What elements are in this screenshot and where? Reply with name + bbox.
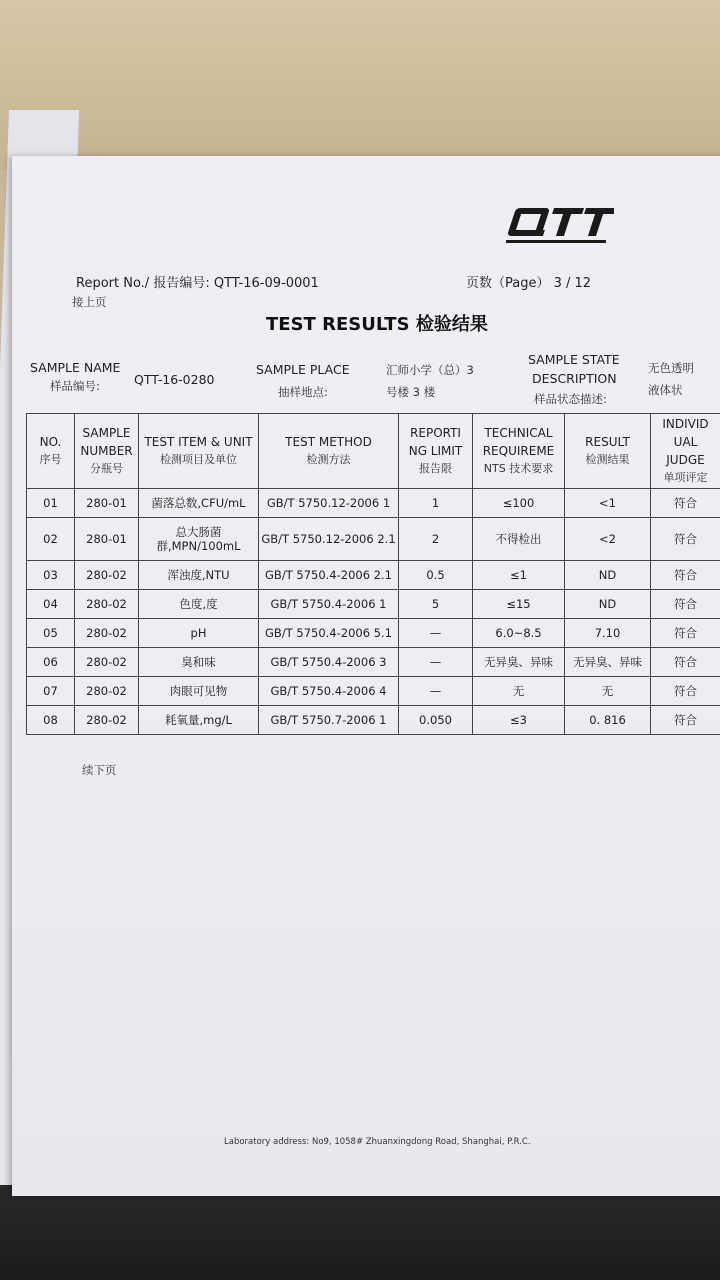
cell-judge: 符合 bbox=[651, 489, 720, 518]
page-title: TEST RESULTS 检验结果 bbox=[266, 314, 488, 335]
col-header-sample-number: SAMPLE NUMBER 分瓶号 bbox=[75, 414, 139, 489]
report-page bbox=[12, 156, 720, 1196]
cell-result: 7.10 bbox=[565, 619, 651, 648]
cell-test-method: GB/T 5750.4-2006 2.1 bbox=[259, 561, 399, 590]
table-row bbox=[27, 590, 720, 619]
col-header-result: RESULT 检测结果 bbox=[565, 414, 651, 489]
cell-sample-number: 280-02 bbox=[75, 677, 139, 706]
desk-background bbox=[0, 0, 720, 170]
sample-name-label: SAMPLE NAME bbox=[30, 360, 121, 375]
cell-reporting-limit: 2 bbox=[399, 518, 473, 561]
sample-state-value-2: 液体状 bbox=[648, 383, 683, 397]
sample-place-value-1: 汇师小学（总）3 bbox=[386, 363, 474, 377]
table-header-row bbox=[27, 414, 720, 489]
cell-reporting-limit: 0.050 bbox=[399, 706, 473, 735]
cell-result: 无 bbox=[565, 677, 651, 706]
cell-test-item: pH bbox=[139, 619, 259, 648]
cell-technical-requirement: 无 bbox=[473, 677, 565, 706]
cell-judge: 符合 bbox=[651, 561, 720, 590]
col-header-judge: INDIVID UAL JUDGE 单项评定 bbox=[651, 414, 720, 489]
cell-test-method: GB/T 5750.4-2006 4 bbox=[259, 677, 399, 706]
table-row bbox=[27, 677, 720, 706]
col-header-test-item: TEST ITEM & UNIT 检测项目及单位 bbox=[139, 414, 259, 489]
table-row bbox=[27, 619, 720, 648]
cell-reporting-limit: 1 bbox=[399, 489, 473, 518]
cell-result: 无异臭、异味 bbox=[565, 648, 651, 677]
continued-from-label: 接上页 bbox=[72, 295, 107, 309]
cell-test-item: 总大肠菌群,MPN/100mL bbox=[139, 518, 259, 561]
cell-reporting-limit: — bbox=[399, 677, 473, 706]
cell-sample-number: 280-02 bbox=[75, 619, 139, 648]
cell-technical-requirement: ≤15 bbox=[473, 590, 565, 619]
cell-test-item: 肉眼可见物 bbox=[139, 677, 259, 706]
cell-reporting-limit: — bbox=[399, 619, 473, 648]
table-row bbox=[27, 518, 720, 561]
cell-reporting-limit: — bbox=[399, 648, 473, 677]
desk-foreground bbox=[0, 1185, 720, 1280]
sample-name-label-cn: 样品编号: bbox=[50, 379, 100, 393]
cell-sample-number: 280-02 bbox=[75, 648, 139, 677]
laboratory-address: Laboratory address: No9, 1058# Zhuanxingdong Road, Shanghai, P.R.C. bbox=[224, 1137, 531, 1147]
cell-technical-requirement: 6.0~8.5 bbox=[473, 619, 565, 648]
cell-no: 02 bbox=[27, 518, 75, 561]
cell-result: ND bbox=[565, 561, 651, 590]
page-indicator: 页数（Page） 3 / 12 bbox=[466, 276, 592, 291]
cell-test-item: 菌落总数,CFU/mL bbox=[139, 489, 259, 518]
cell-sample-number: 280-01 bbox=[75, 489, 139, 518]
test-results-table bbox=[26, 413, 720, 735]
cell-technical-requirement: ≤100 bbox=[473, 489, 565, 518]
sample-place-label-cn: 抽样地点: bbox=[278, 385, 328, 399]
cell-result: <1 bbox=[565, 489, 651, 518]
cell-test-method: GB/T 5750.12-2006 2.1 bbox=[259, 518, 399, 561]
cell-technical-requirement: 无异臭、异味 bbox=[473, 648, 565, 677]
cell-sample-number: 280-02 bbox=[75, 706, 139, 735]
cell-no: 04 bbox=[27, 590, 75, 619]
cell-technical-requirement: ≤1 bbox=[473, 561, 565, 590]
cell-sample-number: 280-02 bbox=[75, 561, 139, 590]
table-row bbox=[27, 706, 720, 735]
cell-result: 0. 816 bbox=[565, 706, 651, 735]
sample-state-label-1: SAMPLE STATE bbox=[528, 352, 620, 367]
sample-state-label-2: DESCRIPTION bbox=[532, 371, 617, 386]
cell-technical-requirement: ≤3 bbox=[473, 706, 565, 735]
cell-test-method: GB/T 5750.7-2006 1 bbox=[259, 706, 399, 735]
cell-sample-number: 280-01 bbox=[75, 518, 139, 561]
cell-test-item: 耗氧量,mg/L bbox=[139, 706, 259, 735]
qtt-logo bbox=[504, 202, 614, 244]
cell-reporting-limit: 5 bbox=[399, 590, 473, 619]
cell-judge: 符合 bbox=[651, 677, 720, 706]
table-row bbox=[27, 561, 720, 590]
sample-state-value-1: 无色透明 bbox=[648, 361, 694, 375]
cell-test-item: 臭和味 bbox=[139, 648, 259, 677]
col-header-reporting-limit: REPORTI NG LIMIT 报告限 bbox=[399, 414, 473, 489]
cell-judge: 符合 bbox=[651, 706, 720, 735]
cell-judge: 符合 bbox=[651, 648, 720, 677]
sample-place-value-2: 号楼 3 楼 bbox=[386, 385, 436, 399]
cell-test-method: GB/T 5750.4-2006 3 bbox=[259, 648, 399, 677]
col-header-technical-requirements: TECHNICAL REQUIREME NTS 技术要求 bbox=[473, 414, 565, 489]
col-header-no: NO. 序号 bbox=[27, 414, 75, 489]
cell-no: 06 bbox=[27, 648, 75, 677]
sample-state-label-cn: 样品状态描述: bbox=[534, 392, 607, 406]
cell-test-method: GB/T 5750.4-2006 5.1 bbox=[259, 619, 399, 648]
report-number: Report No./ 报告编号: QTT-16-09-0001 bbox=[76, 276, 319, 291]
cell-no: 03 bbox=[27, 561, 75, 590]
cell-no: 08 bbox=[27, 706, 75, 735]
cell-judge: 符合 bbox=[651, 619, 720, 648]
cell-test-method: GB/T 5750.4-2006 1 bbox=[259, 590, 399, 619]
cell-result: <2 bbox=[565, 518, 651, 561]
cell-test-item: 浑浊度,NTU bbox=[139, 561, 259, 590]
col-header-test-method: TEST METHOD 检测方法 bbox=[259, 414, 399, 489]
cell-test-item: 色度,度 bbox=[139, 590, 259, 619]
cell-sample-number: 280-02 bbox=[75, 590, 139, 619]
cell-test-method: GB/T 5750.12-2006 1 bbox=[259, 489, 399, 518]
table-row bbox=[27, 648, 720, 677]
sample-name-value: QTT-16-0280 bbox=[134, 372, 215, 387]
cell-result: ND bbox=[565, 590, 651, 619]
cell-reporting-limit: 0.5 bbox=[399, 561, 473, 590]
cell-technical-requirement: 不得检出 bbox=[473, 518, 565, 561]
cell-judge: 符合 bbox=[651, 590, 720, 619]
cell-no: 07 bbox=[27, 677, 75, 706]
cell-no: 05 bbox=[27, 619, 75, 648]
cell-judge: 符合 bbox=[651, 518, 720, 561]
cell-no: 01 bbox=[27, 489, 75, 518]
continued-next-label: 续下页 bbox=[82, 763, 117, 777]
sample-place-label: SAMPLE PLACE bbox=[256, 362, 350, 377]
table-row bbox=[27, 489, 720, 518]
